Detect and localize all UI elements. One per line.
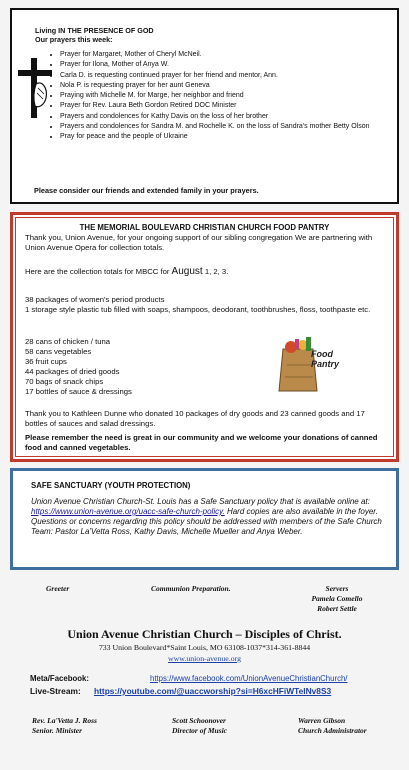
prayer-heading: Living IN THE PRESENCE OF GOD bbox=[35, 26, 154, 35]
list-item: 58 cans vegetables bbox=[25, 347, 92, 356]
list-item: 36 fruit cups bbox=[25, 357, 67, 366]
safe-sanctuary-section bbox=[10, 468, 399, 570]
prayer-item: • Nola P. is requesting prayer for her aunt Geneva bbox=[60, 81, 390, 91]
meta-label: Meta/Facebook: bbox=[30, 674, 89, 683]
servers-block: Servers Pamela Comello Robert Settle bbox=[311, 584, 363, 613]
sanctuary-body: Union Avenue Christian Church-St. Louis has a Safe Sanctuary policy that is available online at: https://www.union-avenue.org/uacc-safe-church-policy. Hard copies are also available in the foyer. Questions or concerns regarding this policy should be addressed with members of the Safe Church Team: Pastor La'Vetta Ross, Kathy Davis, Michelle Mueller and Anya Weber. bbox=[31, 497, 382, 536]
pantry-list-food bbox=[25, 337, 265, 397]
church-website-link[interactable]: www.union-avenue.org bbox=[168, 654, 241, 663]
prayer-item: • Prayers and condolences for Sandra M. and Rochelle K. on the loss of Sandra's mother Betty Olson bbox=[60, 122, 390, 132]
prayer-subheading: Our prayers this week: bbox=[35, 35, 113, 44]
list-item: 1 storage style plastic tub filled with soaps, shampoos, deodorant, toothbrushes, floss, toothpaste etc. bbox=[25, 305, 371, 314]
communion-label: Communion Preparation. bbox=[151, 584, 231, 593]
prayer-item: • Prayer for Rev. Laura Beth Gordon Retired DOC Minister bbox=[60, 101, 390, 111]
prayer-item: • Praying with Michelle M. for Marge, her neighbor and friend bbox=[60, 91, 390, 101]
prayer-item: • Prayer for Margaret, Mother of Cheryl McNeil. bbox=[60, 50, 390, 60]
list-item: 17 bottles of sauce & dressings bbox=[25, 387, 132, 396]
prayer-item: • Prayers and condolences for Kathy Davis on the loss of her brother bbox=[60, 112, 390, 122]
list-item: 44 packages of dried goods bbox=[25, 367, 120, 376]
facebook-link[interactable]: https://www.facebook.com/UnionAvenueChristianChurch/ bbox=[150, 674, 348, 683]
prayer-list bbox=[32, 50, 390, 143]
staff-member: Warren Gibson Church Administrator bbox=[298, 716, 367, 735]
pantry-intro: Thank you, Union Avenue, for your ongoing support of our sibling congregation We are partnering with Union Avenue Opera for collection totals. bbox=[25, 233, 373, 252]
church-name: Union Avenue Christian Church – Disciples of Christ. bbox=[67, 627, 342, 641]
safe-church-policy-link[interactable]: https://www.union-avenue.org/uacc-safe-church-policy. bbox=[31, 507, 225, 516]
pantry-title: THE MEMORIAL BOULEVARD CHRISTIAN CHURCH FOOD PANTRY bbox=[79, 223, 330, 232]
pantry-totals: Here are the collection totals for MBCC for August 1, 2, 3. bbox=[25, 266, 229, 277]
staff-member: Scott Schoonover Director of Music bbox=[172, 716, 227, 735]
food-pantry-section bbox=[10, 212, 399, 462]
prayer-section bbox=[10, 8, 399, 204]
prayer-item: • Pray for peace and the people of Ukraine bbox=[60, 132, 390, 142]
logo-text: Food Pantry bbox=[311, 349, 340, 369]
prayer-footer: Please consider our friends and extended family in your prayers. bbox=[34, 186, 259, 195]
greeter-label: Greeter bbox=[46, 584, 70, 593]
list-item: 28 cans of chicken / tuna bbox=[25, 337, 111, 346]
staff-member: Rev. La'Vetta J. Ross Senior. Minister bbox=[32, 716, 97, 735]
pantry-thanks: Thank you to Kathleen Dunne who donated 10 packages of dry goods and 23 canned goods and 17 bottles of sauces and salad dressings. bbox=[25, 409, 365, 428]
list-item: 38 packages of women's period products bbox=[25, 295, 165, 304]
list-item: 70 bags of snack chips bbox=[25, 377, 104, 386]
youtube-link[interactable]: https://youtube.com/@uaccworship?si=H6xcHFiWTelNv8S3 bbox=[94, 686, 332, 696]
food-pantry-logo bbox=[277, 329, 347, 395]
prayer-item: • Carla D. is requesting continued prayer for her friend and mentor, Ann. bbox=[60, 71, 390, 81]
pantry-list-hygiene bbox=[25, 295, 385, 315]
sanctuary-title: SAFE SANCTUARY (YOUTH PROTECTION) bbox=[31, 481, 191, 490]
pantry-closing: Please remember the need is great in our community and we welcome your donations of canned food and canned vegetables. bbox=[25, 433, 378, 452]
livestream-label: Live-Stream: bbox=[30, 686, 81, 696]
totals-month: August bbox=[171, 266, 203, 277]
church-address: 733 Union Boulevard*Saint Louis, MO 63108-1037*314-361-8844 bbox=[98, 643, 311, 652]
prayer-item: • Prayer for Ilona, Mother of Anya W. bbox=[60, 60, 390, 70]
